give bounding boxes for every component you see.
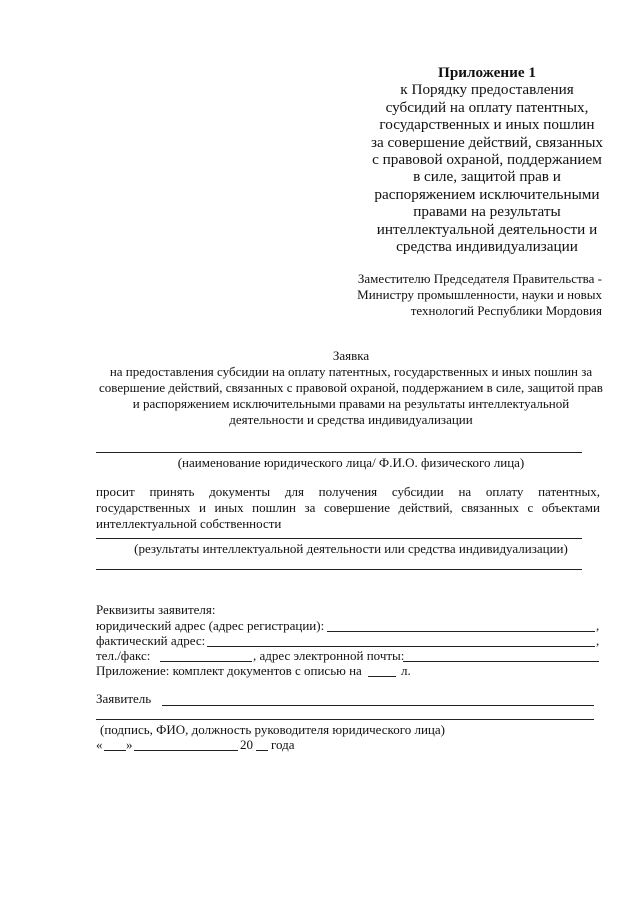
date-close-quote: »: [126, 737, 133, 752]
addressee-line: Министру промышленности, науки и новых: [357, 287, 602, 302]
actual-address-comma: ,: [596, 633, 600, 648]
email-field[interactable]: [403, 661, 599, 662]
application-title: [96, 348, 606, 428]
annex-line: интеллектуальной деятельности и: [376, 220, 598, 238]
date-open-quote: «: [96, 737, 103, 752]
phone-label: тел./факс:: [96, 648, 151, 663]
application-heading: Заявка: [332, 348, 370, 363]
email-label: , адрес электронной почты:: [253, 648, 405, 663]
attachment-pages-field[interactable]: [368, 676, 396, 677]
entity-name-field[interactable]: [96, 452, 582, 453]
annex-line: к Порядку предоставления: [400, 81, 574, 99]
request-line: государственных и иных пошлин за совершение действий, связанных с объектами: [96, 500, 600, 515]
legal-address-label: юридический адрес (адрес регистрации):: [96, 618, 325, 633]
annex-line: средства индивидуализации: [396, 238, 578, 256]
request-line: просит принять документы для получения субсидии на оплату патентных,: [96, 484, 600, 499]
ip-object-field-2[interactable]: [96, 569, 582, 570]
application-title-line: на предоставления субсидии на оплату патентных, государственных и иных пошлин за: [109, 364, 593, 379]
annex-title: Приложение 1: [438, 64, 536, 81]
date-day-field[interactable]: [104, 750, 126, 751]
annex-line: распоряжением исключительными: [374, 185, 600, 203]
legal-address-comma: ,: [596, 618, 600, 633]
application-title-line: и распоряжением исключительными правами на результаты интеллектуальной: [132, 396, 570, 411]
annex-line: правами на результаты: [413, 203, 561, 221]
request-line: интеллектуальной собственности: [96, 516, 282, 531]
annex-line: в силе, защитой прав и: [413, 168, 561, 186]
addressee-line: Заместителю Председателя Правительства -: [357, 271, 602, 286]
application-title-line: совершение действий, связанных с правовой охраной, поддержанием в силе, защитой прав: [99, 380, 603, 395]
date-month-field[interactable]: [134, 750, 238, 751]
annex-line: субсидий на оплату патентных,: [385, 98, 589, 116]
year-prefix: 20: [240, 737, 253, 752]
requisites-heading: Реквизиты заявителя:: [96, 602, 216, 617]
applicant-signature-field[interactable]: [162, 705, 594, 706]
annex-block: [352, 64, 622, 255]
actual-address-label: фактический адрес:: [96, 633, 206, 648]
annex-line: за совершение действий, связанных: [370, 133, 603, 151]
date-year-field[interactable]: [256, 750, 268, 751]
annex-line: с правовой охраной, поддержанием: [372, 151, 602, 169]
attachment-label: Приложение: комплект документов с описью на: [96, 663, 362, 678]
addressee-block: [330, 271, 602, 319]
ip-object-field[interactable]: [96, 538, 582, 539]
applicant-label: Заявитель: [96, 691, 152, 706]
signature-caption: (подпись, ФИО, должность руководителя юридического лица): [100, 722, 445, 737]
application-title-line: деятельности и средства индивидуализации: [229, 412, 473, 427]
applicant-signature-field-2[interactable]: [96, 719, 594, 720]
annex-line: государственных и иных пошлин: [379, 116, 595, 134]
addressee-line: технологий Республики Мордовия: [410, 303, 602, 318]
actual-address-field[interactable]: [207, 646, 595, 647]
legal-address-field[interactable]: [327, 631, 595, 632]
ip-results-caption: (результаты интеллектуальной деятельности или средства индивидуализации): [134, 541, 568, 556]
attachment-unit: л.: [401, 663, 411, 678]
phone-field[interactable]: [160, 661, 252, 662]
entity-name-caption: (наименование юридического лица/ Ф.И.О. физического лица): [177, 455, 525, 470]
year-suffix: года: [271, 737, 295, 752]
request-paragraph: [96, 484, 600, 532]
